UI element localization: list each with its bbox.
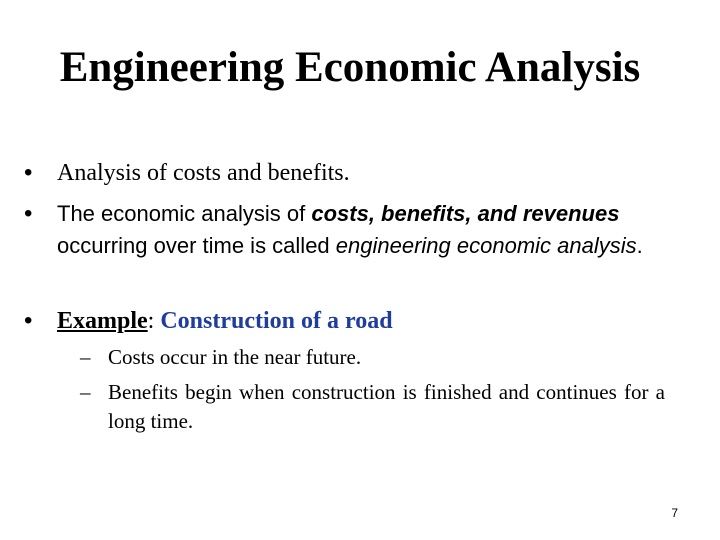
definition-emphasis: costs, benefits, and revenues <box>311 201 620 226</box>
sub-bullet-text: Costs occur in the near future. <box>108 345 362 369</box>
definition-suffix: . <box>636 233 643 258</box>
sub-bullet-text: Benefits begin when construction is finished and continues for a long time. <box>108 380 665 433</box>
bullet-marker: • <box>24 159 33 186</box>
definition-prefix: The economic analysis of <box>57 201 312 226</box>
definition-middle: occurring over time is called <box>57 233 336 258</box>
definition-term: engineering economic analysis <box>335 233 637 258</box>
page-number: 7 <box>671 506 678 520</box>
bullet-marker: • <box>24 307 33 334</box>
bullet-text <box>57 305 684 337</box>
example-label: Example <box>57 308 148 334</box>
bullet-text <box>57 198 684 262</box>
example-colon: : <box>147 308 161 334</box>
bullet-marker: • <box>24 200 33 227</box>
bullet-text: Analysis of costs and benefits. <box>57 160 350 186</box>
example-highlight: Construction of a road <box>160 308 393 334</box>
slide-title: Engineering Economic Analysis <box>59 44 641 91</box>
dash-marker: – <box>80 345 91 369</box>
dash-marker: – <box>80 380 91 404</box>
